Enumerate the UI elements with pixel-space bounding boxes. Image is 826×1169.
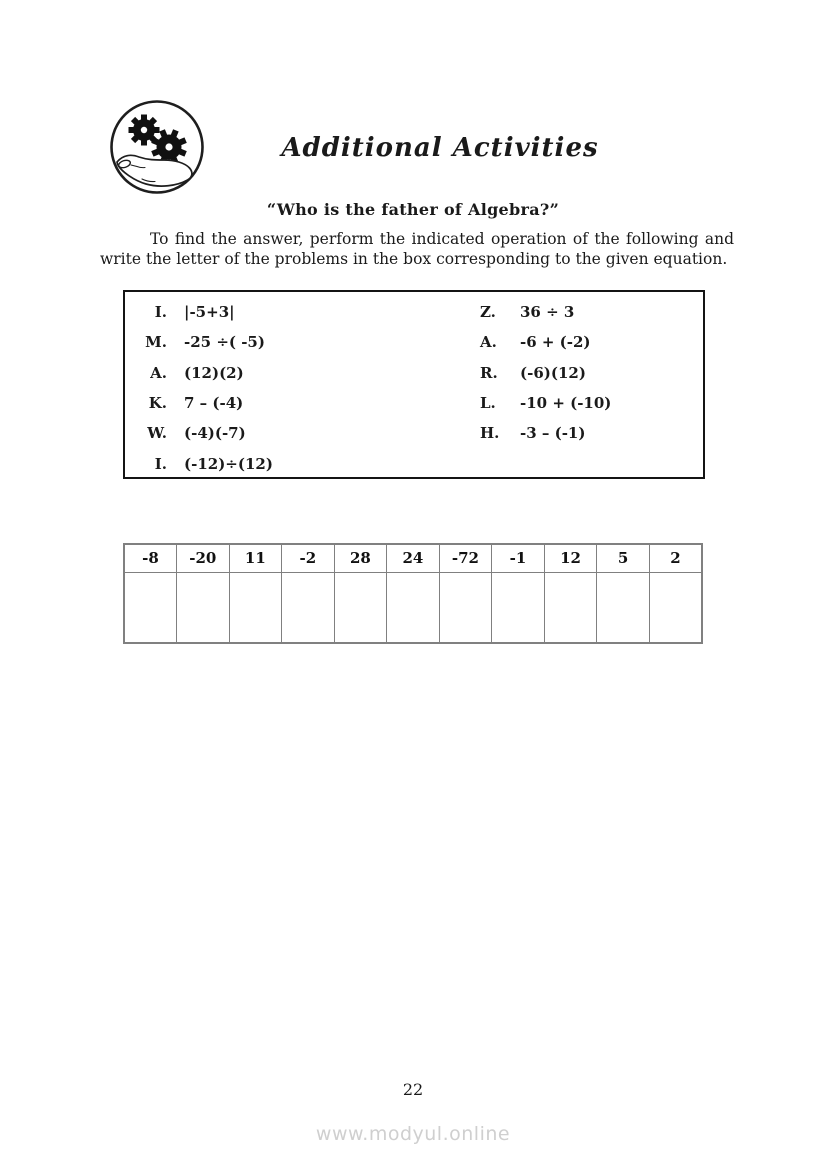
problem-letter: R. — [480, 363, 498, 382]
problem-expression: |-5+3| — [184, 303, 235, 322]
problem-item — [125, 297, 273, 327]
problem-letter: Z. — [480, 303, 496, 322]
answer-header-cell: 28 — [334, 544, 387, 572]
problem-item — [125, 358, 273, 388]
answer-cell — [544, 572, 597, 643]
answer-header-cell: 5 — [597, 544, 650, 572]
problem-item — [480, 388, 611, 418]
answer-cell — [649, 572, 702, 643]
answer-cell — [124, 572, 177, 643]
problem-letter: A. — [480, 333, 497, 352]
answer-cell — [439, 572, 492, 643]
answer-cell — [282, 572, 335, 643]
problem-item — [125, 327, 273, 357]
answer-cell — [492, 572, 545, 643]
problem-item — [125, 418, 273, 448]
problem-expression: 36 ÷ 3 — [520, 303, 575, 322]
answer-cell — [597, 572, 650, 643]
problem-item — [480, 418, 611, 448]
problem-expression: (-6)(12) — [520, 363, 586, 382]
problem-expression: -3 – (-1) — [520, 424, 586, 443]
watermark-text: www.modyul.online — [315, 1123, 511, 1145]
problem-letter: H. — [480, 424, 500, 443]
answer-header-cell: -20 — [177, 544, 230, 572]
answer-cell — [229, 572, 282, 643]
answer-table — [123, 543, 703, 644]
answer-header-cell: -1 — [492, 544, 545, 572]
answer-table-blank-row — [124, 572, 702, 643]
answer-header-cell: -72 — [439, 544, 492, 572]
problem-letter: I. — [154, 303, 167, 322]
page-title: Additional Activities — [281, 133, 599, 163]
problem-letter: L. — [480, 394, 496, 413]
answer-cell — [334, 572, 387, 643]
problem-item — [480, 297, 611, 327]
answer-table-header-row — [124, 544, 702, 572]
problem-expression: (-4)(-7) — [184, 424, 246, 443]
problem-expression: -6 + (-2) — [520, 333, 591, 352]
hand-holding-gears-icon — [108, 98, 206, 196]
problem-item — [480, 327, 611, 357]
problem-letter: I. — [154, 454, 167, 473]
problem-column-right — [480, 297, 611, 448]
answer-header-cell: 24 — [387, 544, 440, 572]
problem-letter: W. — [147, 424, 167, 443]
problem-letter: K. — [148, 394, 167, 413]
problem-letter: A. — [150, 363, 167, 382]
problem-item — [480, 358, 611, 388]
answer-header-cell: -2 — [282, 544, 335, 572]
problem-letter: M. — [145, 333, 167, 352]
problem-expression: -10 + (-10) — [520, 394, 612, 413]
problem-expression: -25 ÷( -5) — [184, 333, 265, 352]
answer-header-cell: -8 — [124, 544, 177, 572]
problem-expression: (12)(2) — [184, 363, 244, 382]
answer-header-cell: 11 — [229, 544, 282, 572]
problem-expression: 7 – (-4) — [184, 394, 244, 413]
page-number: 22 — [402, 1080, 424, 1099]
instructions-paragraph: To find the answer, perform the indicated operation of the following and write the letter of the problems in the box corresponding to the given equation. — [100, 230, 734, 268]
problem-item — [125, 388, 273, 418]
problem-expression: (-12)÷(12) — [184, 454, 273, 473]
answer-cell — [177, 572, 230, 643]
answer-cell — [387, 572, 440, 643]
answer-header-cell: 12 — [544, 544, 597, 572]
activity-question: “Who is the father of Algebra?” — [266, 200, 560, 219]
problem-item — [125, 448, 273, 478]
answer-header-cell: 2 — [649, 544, 702, 572]
problem-column-left — [125, 297, 273, 479]
problem-box — [123, 290, 705, 479]
